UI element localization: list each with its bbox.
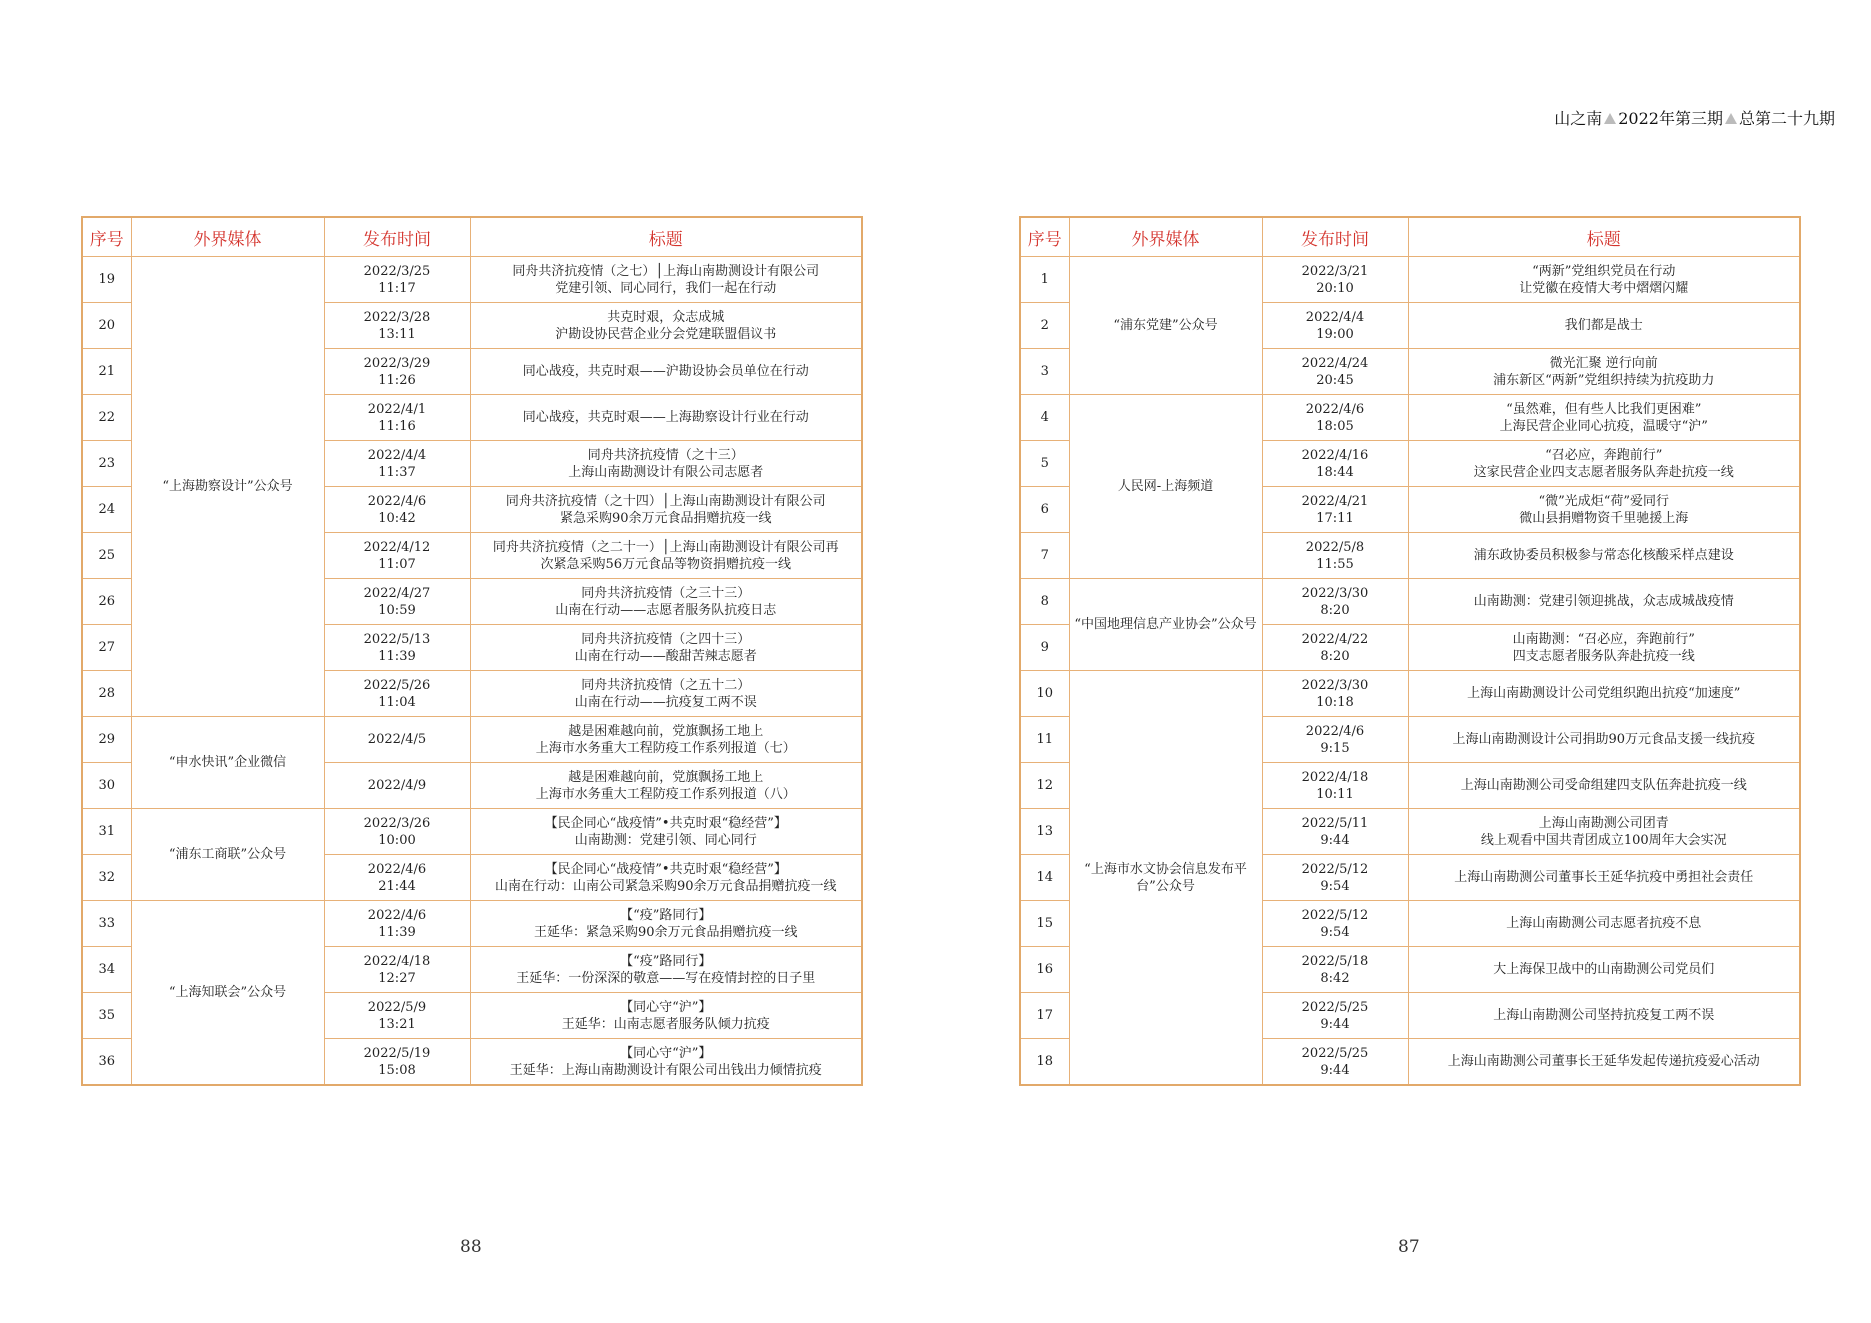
article-title-line: 沪勘设协民营企业分会党建联盟倡议书 — [555, 326, 777, 342]
publish-date: 2022/4/21 — [1301, 493, 1369, 509]
row-number: 23 — [82, 441, 131, 487]
article-title-line: 【民企同心“战疫情”•共克时艰“稳经营”】 — [544, 815, 787, 831]
column-header-media: 外界媒体 — [1069, 217, 1262, 257]
publish-time — [1262, 763, 1408, 809]
column-header-title: 标题 — [1408, 217, 1800, 257]
publish-time — [1262, 441, 1408, 487]
row-number: 7 — [1020, 533, 1069, 579]
article-title-line: 同舟共济抗疫情（之十三） — [587, 447, 744, 463]
article-title — [470, 579, 862, 625]
publish-time — [324, 487, 470, 533]
row-number: 27 — [82, 625, 131, 671]
publish-date: 2022/3/25 — [363, 263, 431, 279]
row-number: 34 — [82, 947, 131, 993]
publish-date: 2022/4/22 — [1301, 631, 1369, 647]
row-number: 11 — [1020, 717, 1069, 763]
row-number: 33 — [82, 901, 131, 947]
article-title — [1408, 671, 1800, 717]
publish-time — [1262, 303, 1408, 349]
publish-time — [324, 809, 470, 855]
publish-date: 2022/5/11 — [1301, 815, 1369, 831]
article-title — [470, 855, 862, 901]
table-row — [1020, 257, 1800, 303]
article-title-line: 让党徽在疫情大考中熠熠闪耀 — [1519, 280, 1689, 296]
publish-clock: 11:39 — [378, 924, 416, 940]
publish-clock: 9:44 — [1320, 1062, 1350, 1078]
row-number: 30 — [82, 763, 131, 809]
row-number: 21 — [82, 349, 131, 395]
article-title — [470, 1039, 862, 1086]
article-title — [470, 947, 862, 993]
article-title — [470, 809, 862, 855]
article-title-line: 同舟共济抗疫情（之四十三） — [581, 631, 751, 647]
media-source: “上海市水文协会信息发布平台”公众号 — [1069, 671, 1262, 1086]
publish-clock: 18:05 — [1316, 418, 1354, 434]
publish-date: 2022/4/9 — [367, 778, 427, 793]
publish-clock: 11:37 — [378, 464, 416, 480]
article-title-line: 微光汇聚 逆行向前 — [1549, 355, 1658, 371]
article-title-line: 山南在行动——酸甜苦辣志愿者 — [574, 648, 757, 664]
publish-time — [1262, 993, 1408, 1039]
publish-time — [324, 441, 470, 487]
publish-clock: 8:20 — [1320, 648, 1350, 664]
row-number: 1 — [1020, 257, 1069, 303]
article-title-line: “召必应，奔跑前行” — [1545, 447, 1663, 463]
publish-date: 2022/4/1 — [367, 401, 427, 417]
publish-clock: 10:00 — [378, 832, 416, 848]
article-title-line: 我们都是战士 — [1564, 318, 1643, 333]
row-number: 28 — [82, 671, 131, 717]
row-number: 18 — [1020, 1039, 1069, 1086]
article-title — [1408, 579, 1800, 625]
row-number: 24 — [82, 487, 131, 533]
article-title-line: 同舟共济抗疫情（之十四）│上海山南勘测设计有限公司 — [505, 493, 826, 509]
column-header-media: 外界媒体 — [131, 217, 324, 257]
row-number: 16 — [1020, 947, 1069, 993]
publish-date: 2022/4/12 — [363, 539, 431, 555]
row-number: 8 — [1020, 579, 1069, 625]
article-title — [470, 303, 862, 349]
article-title — [1408, 1039, 1800, 1086]
publish-date: 2022/3/29 — [363, 355, 431, 371]
publish-time — [1262, 855, 1408, 901]
table-row — [82, 717, 862, 763]
media-source: “中国地理信息产业协会”公众号 — [1069, 579, 1262, 671]
publish-time — [324, 257, 470, 303]
article-title — [1408, 349, 1800, 395]
publish-time — [324, 1039, 470, 1086]
page-number-right: 87 — [1398, 1237, 1420, 1257]
publish-date: 2022/5/18 — [1301, 953, 1369, 969]
article-title — [1408, 993, 1800, 1039]
publish-clock: 17:11 — [1316, 510, 1354, 526]
article-title — [470, 763, 862, 809]
article-title-line: 【民企同心“战疫情”•共克时艰“稳经营”】 — [544, 861, 787, 877]
article-title-line: 这家民营企业四支志愿者服务队奔赴抗疫一线 — [1473, 464, 1734, 480]
publish-date: 2022/5/12 — [1301, 861, 1369, 877]
table-row — [82, 901, 862, 947]
publish-date: 2022/3/28 — [363, 309, 431, 325]
article-title — [1408, 855, 1800, 901]
column-header-seq: 序号 — [1020, 217, 1069, 257]
publish-time — [324, 855, 470, 901]
row-number: 17 — [1020, 993, 1069, 1039]
article-title-line: 王延华：一份深深的敬意——写在疫情封控的日子里 — [516, 970, 816, 986]
article-title — [470, 257, 862, 303]
media-source: 人民网-上海频道 — [1069, 395, 1262, 579]
publish-date: 2022/4/4 — [367, 447, 427, 463]
article-title-line: 同舟共济抗疫情（之五十二） — [581, 677, 751, 693]
publish-time — [1262, 671, 1408, 717]
publish-date: 2022/4/6 — [367, 907, 427, 923]
publish-date: 2022/3/21 — [1301, 263, 1369, 279]
column-header-seq: 序号 — [82, 217, 131, 257]
article-title-line: 次紧急采购56万元食品等物资捐赠抗疫一线 — [540, 556, 792, 572]
article-title — [1408, 257, 1800, 303]
publish-clock: 10:59 — [378, 602, 416, 618]
publish-date: 2022/4/6 — [367, 493, 427, 509]
article-title-line: 上海山南勘测公司董事长王延华发起传递抗疫爱心活动 — [1447, 1054, 1760, 1069]
media-source: “上海勘察设计”公众号 — [131, 257, 324, 717]
publish-clock: 9:44 — [1320, 832, 1350, 848]
table-row — [82, 257, 862, 303]
publish-clock: 18:44 — [1316, 464, 1354, 480]
publish-clock: 11:04 — [378, 694, 416, 710]
publish-date: 2022/5/13 — [363, 631, 431, 647]
article-title — [470, 487, 862, 533]
row-number: 15 — [1020, 901, 1069, 947]
publish-clock: 11:55 — [1316, 556, 1354, 572]
publish-date: 2022/4/18 — [1301, 769, 1369, 785]
article-title-line: 上海山南勘测设计有限公司志愿者 — [568, 464, 764, 480]
publish-date: 2022/4/27 — [363, 585, 431, 601]
publish-time — [324, 395, 470, 441]
article-title-line: 山南勘测：党建引领、同心同行 — [574, 832, 757, 848]
publish-date: 2022/5/25 — [1301, 1045, 1369, 1061]
publish-date: 2022/3/30 — [1301, 585, 1369, 601]
publish-time — [1262, 579, 1408, 625]
publish-clock: 8:42 — [1320, 970, 1350, 986]
publish-time — [1262, 625, 1408, 671]
publish-time — [324, 901, 470, 947]
article-title-line: “两新”党组织党员在行动 — [1532, 263, 1676, 279]
row-number: 25 — [82, 533, 131, 579]
article-title — [470, 349, 862, 395]
article-title-line: 大上海保卫战中的山南勘测公司党员们 — [1493, 962, 1715, 977]
article-title — [1408, 441, 1800, 487]
article-title-line: “微”光成炬“荷”爱同行 — [1538, 493, 1670, 509]
row-number: 13 — [1020, 809, 1069, 855]
article-title — [1408, 717, 1800, 763]
publish-date: 2022/4/6 — [1305, 401, 1365, 417]
article-title-line: 上海山南勘测公司团青 — [1538, 815, 1669, 831]
publish-clock: 19:00 — [1316, 326, 1354, 342]
row-number: 14 — [1020, 855, 1069, 901]
article-title-line: 山南在行动——抗疫复工两不误 — [574, 694, 757, 710]
article-title — [1408, 395, 1800, 441]
publish-date: 2022/4/6 — [1305, 723, 1365, 739]
publish-time — [1262, 487, 1408, 533]
publish-date: 2022/3/30 — [1301, 677, 1369, 693]
article-title-line: 越是困难越向前，党旗飘扬工地上 — [568, 769, 764, 785]
article-title-line: 微山县捐赠物资千里驰援上海 — [1519, 510, 1689, 526]
article-title-line: 上海山南勘测公司坚持抗疫复工两不误 — [1493, 1008, 1715, 1023]
row-number: 3 — [1020, 349, 1069, 395]
publish-time — [1262, 1039, 1408, 1086]
row-number: 26 — [82, 579, 131, 625]
column-header-time: 发布时间 — [1262, 217, 1408, 257]
row-number: 35 — [82, 993, 131, 1039]
publish-date: 2022/5/12 — [1301, 907, 1369, 923]
row-number: 4 — [1020, 395, 1069, 441]
article-title-line: 上海民营企业同心抗疫，温暖守“沪” — [1499, 418, 1708, 434]
article-title-line: 同舟共济抗疫情（之二十一）│上海山南勘测设计有限公司再 — [492, 539, 839, 555]
article-title — [1408, 901, 1800, 947]
row-number: 32 — [82, 855, 131, 901]
publish-clock: 9:54 — [1320, 878, 1350, 894]
article-title-line: 上海山南勘测公司受命组建四支队伍奔赴抗疫一线 — [1460, 778, 1747, 793]
article-title — [1408, 763, 1800, 809]
table-row — [1020, 395, 1800, 441]
article-title-line: 紧急采购90余万元食品捐赠抗疫一线 — [559, 510, 772, 526]
article-title-line: 四支志愿者服务队奔赴抗疫一线 — [1512, 648, 1695, 664]
row-number: 22 — [82, 395, 131, 441]
media-source: “申水快讯”企业微信 — [131, 717, 324, 809]
publish-time — [324, 993, 470, 1039]
article-title-line: 【“疫”路同行】 — [620, 953, 712, 969]
article-title-line: 线上观看中国共青团成立100周年大会实况 — [1480, 832, 1727, 848]
article-title — [1408, 487, 1800, 533]
media-source: “浦东党建”公众号 — [1069, 257, 1262, 395]
article-title-line: 越是困难越向前，党旗飘扬工地上 — [568, 723, 764, 739]
publish-clock: 11:17 — [378, 280, 416, 296]
publish-clock: 11:07 — [378, 556, 416, 572]
article-title-line: 王延华：山南志愿者服务队倾力抗疫 — [561, 1016, 770, 1032]
publish-clock: 20:10 — [1316, 280, 1354, 296]
running-header — [1554, 106, 1835, 129]
article-title — [1408, 947, 1800, 993]
publish-clock: 20:45 — [1316, 372, 1354, 388]
article-title-line: 党建引领、同心同行，我们一起在行动 — [555, 280, 777, 296]
publish-clock: 9:44 — [1320, 1016, 1350, 1032]
article-title — [470, 441, 862, 487]
publish-time — [324, 533, 470, 579]
publish-clock: 11:39 — [378, 648, 416, 664]
row-number: 19 — [82, 257, 131, 303]
table-row — [1020, 671, 1800, 717]
publish-time — [324, 763, 470, 809]
article-title-line: 共克时艰，众志成城 — [607, 309, 725, 325]
publish-date: 2022/4/6 — [367, 861, 427, 877]
article-title-line: 上海山南勘测设计公司捐助90万元食品支援一线抗疫 — [1452, 732, 1756, 747]
row-number: 31 — [82, 809, 131, 855]
article-title-line: 山南勘测：“召必应，奔跑前行” — [1512, 631, 1695, 647]
article-title-line: 【“疫”路同行】 — [620, 907, 712, 923]
publish-time — [324, 579, 470, 625]
publish-clock: 10:11 — [1316, 786, 1354, 802]
article-title-line: 上海市水务重大工程防疫工作系列报道（八） — [535, 786, 796, 802]
publish-date: 2022/5/9 — [367, 999, 427, 1015]
media-source: “上海知联会”公众号 — [131, 901, 324, 1086]
publish-clock: 9:15 — [1320, 740, 1350, 756]
table-header-row — [82, 217, 862, 257]
publish-time — [1262, 395, 1408, 441]
publish-date: 2022/5/19 — [363, 1045, 431, 1061]
article-title-line: 【同心守“沪”】 — [620, 999, 712, 1015]
publish-time — [1262, 349, 1408, 395]
publish-clock: 8:20 — [1320, 602, 1350, 618]
publish-time — [324, 671, 470, 717]
article-title-line: 王延华：上海山南勘测设计有限公司出钱出力倾情抗疫 — [509, 1062, 822, 1078]
row-number: 12 — [1020, 763, 1069, 809]
header-total-issue: 总第二十九期 — [1738, 109, 1835, 128]
article-title-line: 同舟共济抗疫情（之七）│上海山南勘测设计有限公司 — [512, 263, 820, 279]
publish-date: 2022/5/25 — [1301, 999, 1369, 1015]
publish-clock: 12:27 — [378, 970, 416, 986]
article-title — [470, 533, 862, 579]
article-title — [470, 625, 862, 671]
article-title — [470, 901, 862, 947]
triangle-separator-icon — [1604, 113, 1616, 124]
article-title-line: 同心战疫，共克时艰——上海勘察设计行业在行动 — [522, 410, 809, 425]
publish-time — [324, 349, 470, 395]
article-title-line: 上海山南勘测公司董事长王延华抗疫中勇担社会责任 — [1454, 870, 1754, 885]
publish-clock: 15:08 — [378, 1062, 416, 1078]
media-source: “浦东工商联”公众号 — [131, 809, 324, 901]
article-title — [1408, 303, 1800, 349]
column-header-title: 标题 — [470, 217, 862, 257]
media-coverage-table-right — [1019, 216, 1801, 1086]
article-title — [470, 717, 862, 763]
row-number: 2 — [1020, 303, 1069, 349]
article-title-line: “虽然难，但有些人比我们更困难” — [1506, 401, 1702, 417]
media-coverage-table-left — [81, 216, 863, 1086]
publish-clock: 11:26 — [378, 372, 416, 388]
publish-clock: 9:54 — [1320, 924, 1350, 940]
publish-clock: 13:21 — [378, 1016, 416, 1032]
column-header-time: 发布时间 — [324, 217, 470, 257]
article-title-line: 【同心守“沪”】 — [620, 1045, 712, 1061]
header-journal-name: 山之南 — [1554, 109, 1603, 128]
article-title-line: 山南勘测：党建引领迎挑战，众志成城战疫情 — [1473, 594, 1734, 609]
publish-date: 2022/4/24 — [1301, 355, 1369, 371]
row-number: 10 — [1020, 671, 1069, 717]
publish-clock: 21:44 — [378, 878, 416, 894]
publish-time — [1262, 257, 1408, 303]
page-number-left: 88 — [460, 1237, 482, 1257]
article-title-line: 上海市水务重大工程防疫工作系列报道（七） — [535, 740, 796, 756]
publish-time — [324, 717, 470, 763]
publish-time — [324, 947, 470, 993]
row-number: 20 — [82, 303, 131, 349]
row-number: 9 — [1020, 625, 1069, 671]
article-title — [1408, 625, 1800, 671]
table-row — [1020, 579, 1800, 625]
article-title-line: 同舟共济抗疫情（之三十三） — [581, 585, 751, 601]
article-title — [470, 671, 862, 717]
row-number: 36 — [82, 1039, 131, 1086]
publish-time — [324, 625, 470, 671]
publish-date: 2022/4/4 — [1305, 309, 1365, 325]
header-issue: 2022年第三期 — [1618, 109, 1723, 128]
publish-time — [1262, 809, 1408, 855]
article-title-line: 王延华：紧急采购90余万元食品捐赠抗疫一线 — [533, 924, 798, 940]
article-title-line: 浦东新区“两新”党组织持续为抗疫助力 — [1493, 372, 1715, 388]
publish-time — [1262, 717, 1408, 763]
table-header-row — [1020, 217, 1800, 257]
row-number: 29 — [82, 717, 131, 763]
article-title-line: 上海山南勘测公司志愿者抗疫不息 — [1506, 916, 1702, 931]
article-title — [1408, 533, 1800, 579]
publish-time — [1262, 947, 1408, 993]
triangle-separator-icon — [1725, 113, 1737, 124]
publish-clock: 10:42 — [378, 510, 416, 526]
row-number: 5 — [1020, 441, 1069, 487]
article-title-line: 上海山南勘测设计公司党组织跑出抗疫“加速度” — [1467, 686, 1741, 701]
publish-date: 2022/4/18 — [363, 953, 431, 969]
publish-clock: 10:18 — [1316, 694, 1354, 710]
publish-time — [1262, 901, 1408, 947]
article-title-line: 同心战疫，共克时艰——沪勘设协会员单位在行动 — [522, 364, 809, 379]
row-number: 6 — [1020, 487, 1069, 533]
article-title — [1408, 809, 1800, 855]
publish-date: 2022/4/16 — [1301, 447, 1369, 463]
publish-date: 2022/5/26 — [363, 677, 431, 693]
publish-date: 2022/4/5 — [367, 732, 427, 747]
article-title-line: 浦东政协委员积极参与常态化核酸采样点建设 — [1473, 548, 1734, 563]
article-title-line: 山南在行动——志愿者服务队抗疫日志 — [555, 602, 777, 618]
article-title — [470, 993, 862, 1039]
article-title — [470, 395, 862, 441]
publish-time — [324, 303, 470, 349]
publish-clock: 13:11 — [378, 326, 416, 342]
publish-date: 2022/3/26 — [363, 815, 431, 831]
publish-time — [1262, 533, 1408, 579]
table-row — [82, 809, 862, 855]
publish-clock: 11:16 — [378, 418, 416, 434]
article-title-line: 山南在行动：山南公司紧急采购90余万元食品捐赠抗疫一线 — [494, 878, 837, 894]
publish-date: 2022/5/8 — [1305, 539, 1365, 555]
